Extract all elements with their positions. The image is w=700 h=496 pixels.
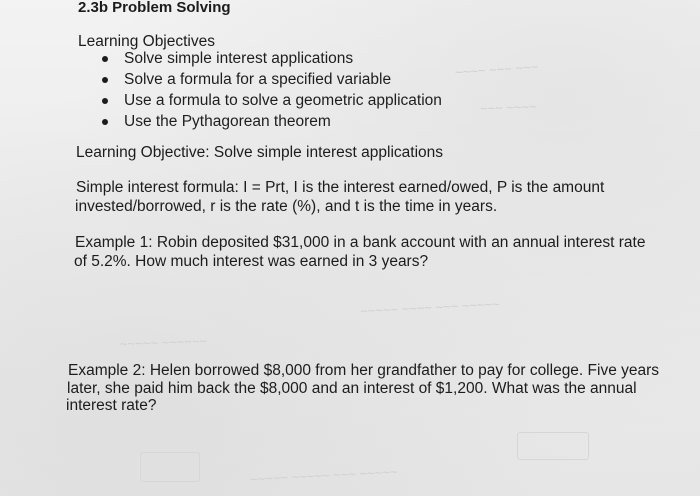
bleed-through-mark: ~~~ ~~~~ (479, 99, 538, 116)
bullet-icon (102, 56, 108, 62)
bullet-icon (102, 77, 108, 83)
bleed-through-mark: ~~~~~ ~~~~~~ (119, 333, 208, 352)
section-heading: Learning Objective: Solve simple interest applications (76, 144, 444, 161)
bleed-through-mark: ~~~~ ~~~ ~~~ (454, 59, 539, 80)
bleed-through-mark: ~~~~~ ~~~~ ~~~ ~~~~~ (359, 296, 501, 319)
objectives-heading: Learning Objectives (78, 33, 215, 50)
example-1-line: of 5.2%. How much interest was earned in 3 years? (74, 253, 429, 270)
bullet-icon (102, 119, 108, 125)
formula-line: Simple interest formula: I = Prt, I is the interest earned/owed, P is the amount (76, 179, 605, 196)
example-2-line: Example 2: Helen borrowed $8,000 from her grandfather to pay for college. Five years (68, 362, 660, 379)
objective-item: Use the Pythagorean theorem (98, 111, 442, 132)
example-2-line: later, she paid him back the $8,000 and an interest of $1,200. What was the annual (67, 380, 637, 397)
objective-item: Solve a formula for a specified variable (98, 69, 442, 90)
example-2-line: interest rate? (66, 397, 157, 414)
bleed-through-mark: ~~~~~ ~~~~~ ~~~ ~~~~~ (249, 464, 398, 487)
objective-item: Solve simple interest applications (98, 48, 442, 69)
objective-item: Use a formula to solve a geometric application (98, 90, 442, 111)
bleed-through-box (140, 452, 200, 482)
page-title: 2.3b Problem Solving (78, 0, 231, 16)
bleed-through-box (517, 432, 589, 460)
example-1-line: Example 1: Robin deposited $31,000 in a bank account with an annual interest rate (75, 234, 646, 251)
formula-line: invested/borrowed, r is the rate (%), and t is the time in years. (75, 198, 498, 215)
objectives-list (98, 48, 442, 132)
bullet-icon (102, 98, 108, 104)
